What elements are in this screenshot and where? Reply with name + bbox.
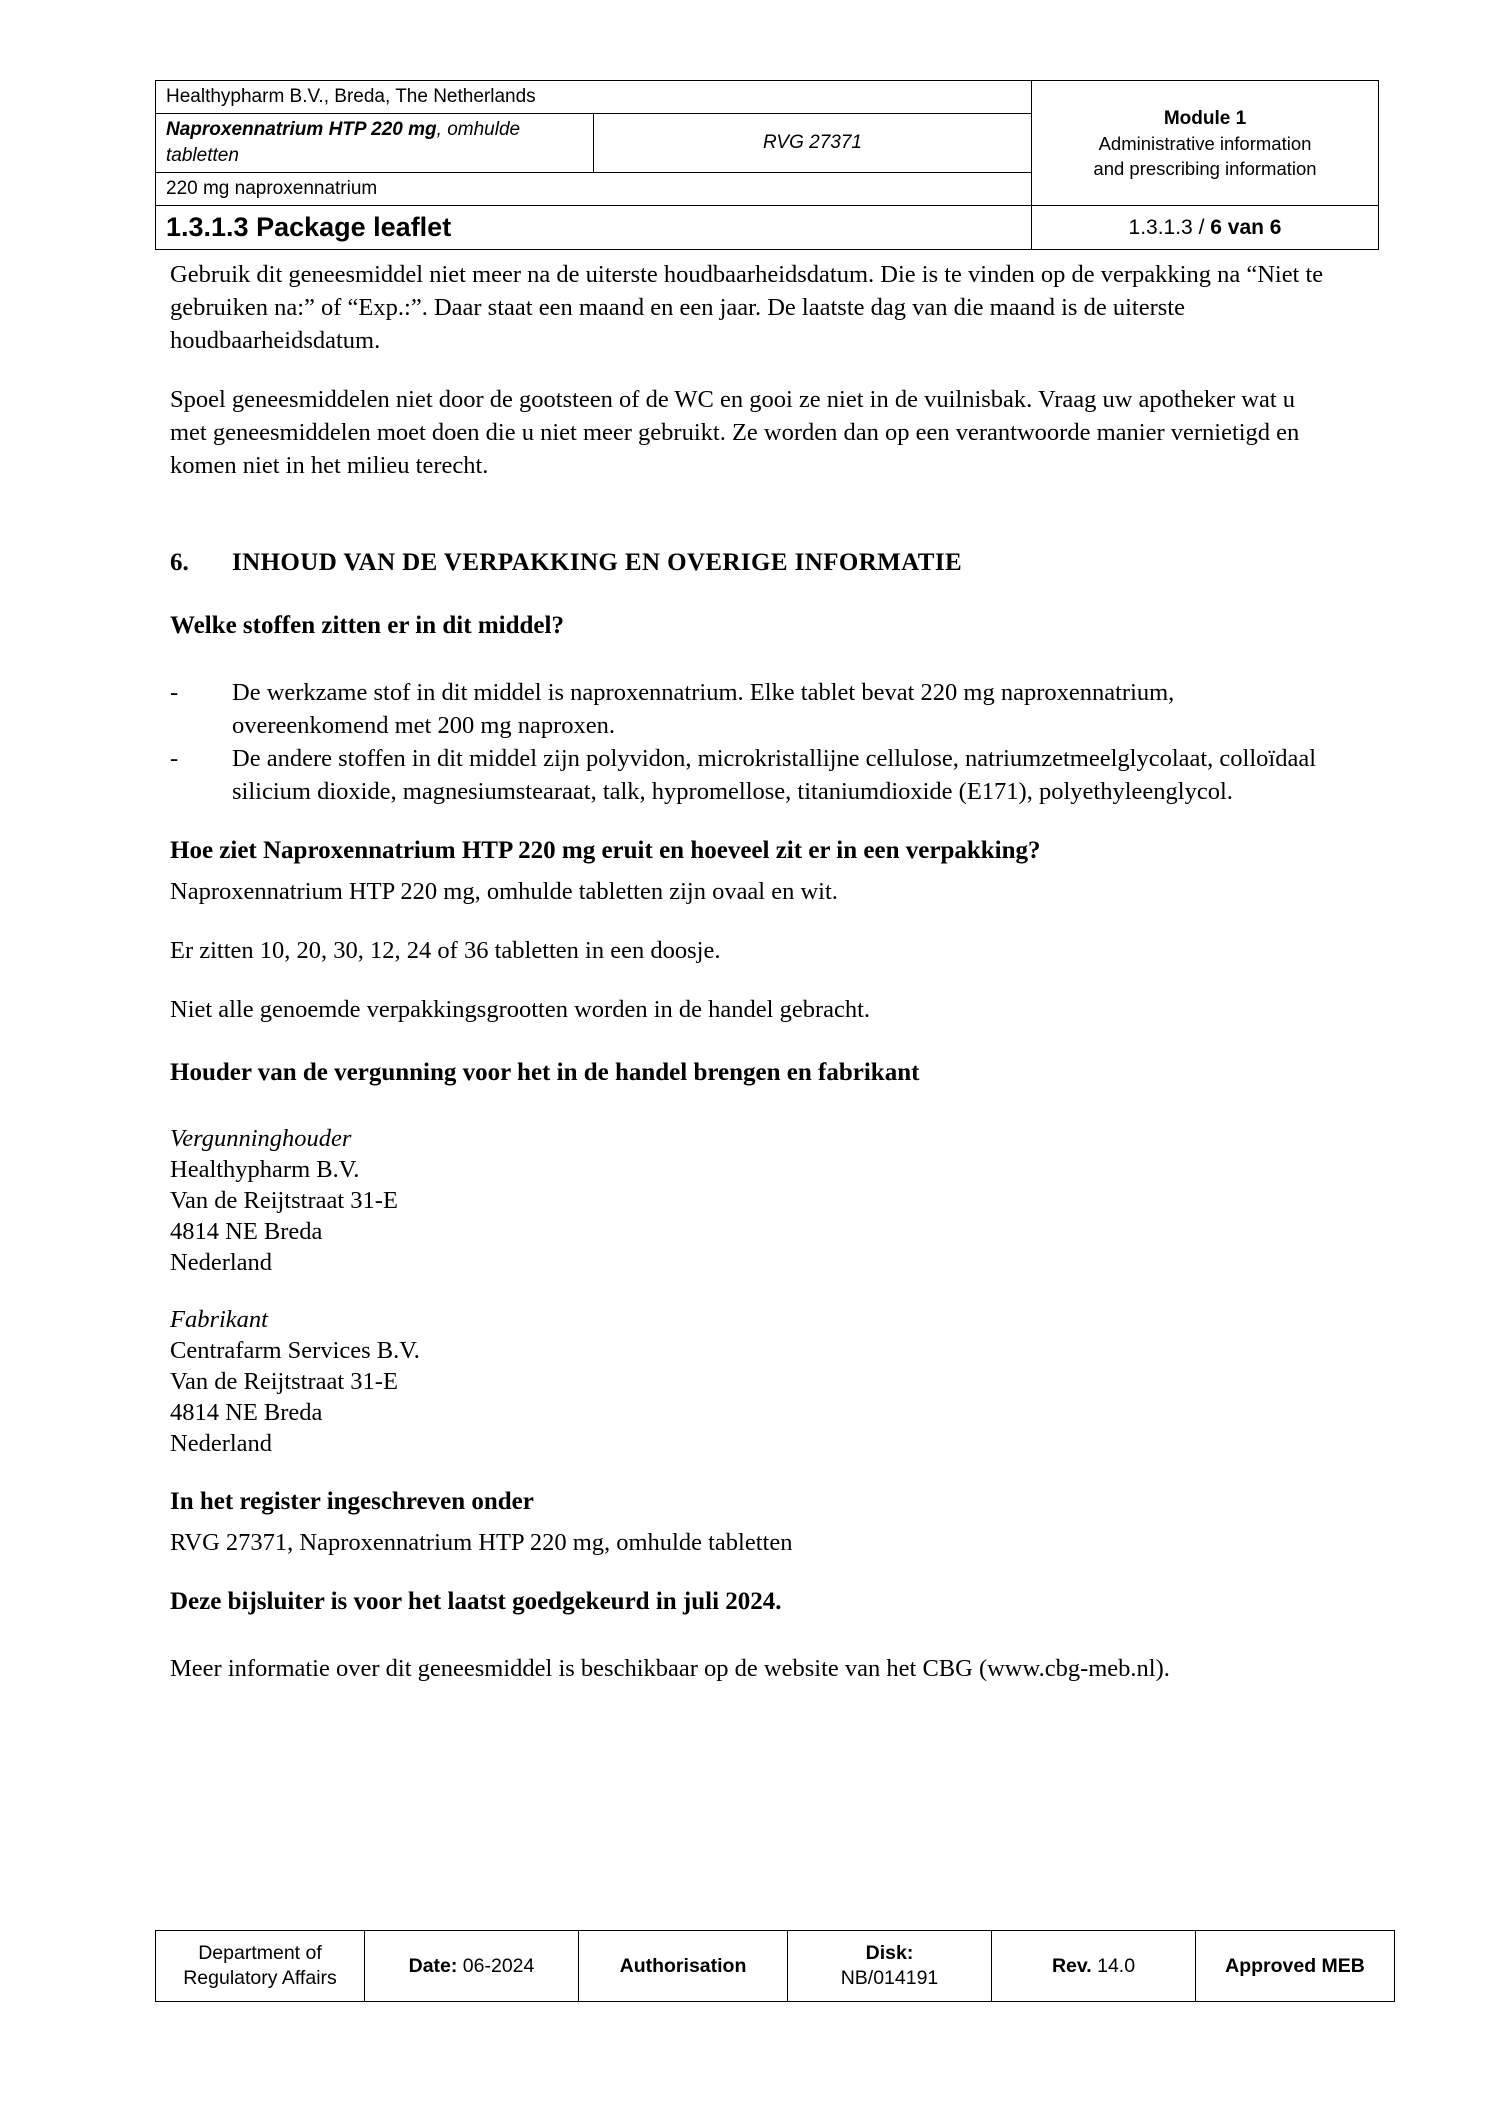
list-item bbox=[170, 676, 1330, 742]
footer-date bbox=[365, 1931, 579, 2002]
document-footer bbox=[155, 1930, 1365, 2002]
spacer bbox=[170, 1626, 1330, 1652]
spacer bbox=[170, 808, 1330, 834]
spacer bbox=[170, 1278, 1330, 1304]
bullet-dash: - bbox=[170, 679, 179, 706]
bullet-dash: - bbox=[170, 745, 179, 772]
paragraph-more-info: Meer informatie over dit geneesmiddel is beschikbaar op de website van het CBG (www.cbg-meb.nl). bbox=[170, 1655, 1170, 1682]
footer-table bbox=[155, 1930, 1395, 2002]
header-rvg-number: RVG 27371 bbox=[594, 114, 1032, 173]
footer-department-line1: Department of bbox=[198, 1942, 322, 1964]
paragraph-register: RVG 27371, Naproxennatrium HTP 220 mg, omhulde tabletten bbox=[170, 1529, 793, 1556]
subheading-register: In het register ingeschreven onder bbox=[170, 1488, 534, 1515]
footer-date-label: Date: bbox=[408, 1954, 458, 1977]
vergunninghouder-name: Healthypharm B.V. bbox=[170, 1156, 360, 1183]
header-page-bold: 6 van 6 bbox=[1210, 215, 1282, 239]
paragraph-appearance: Naproxennatrium HTP 220 mg, omhulde tabletten zijn ovaal en wit. bbox=[170, 878, 838, 905]
footer-department bbox=[156, 1931, 365, 2002]
subheading-last-approved: Deze bijsluiter is voor het laatst goedgekeurd in juli 2024. bbox=[170, 1588, 782, 1615]
footer-disk bbox=[788, 1931, 992, 2002]
list-item-text: De andere stoffen in dit middel zijn polyvidon, microkristallijne cellulose, natriumzetmeelglycolaat, colloïdaal silicium dioxide, magnesiumstearaat, talk, hypromellose, titaniumdioxide (E171), polyethyleenglycol. bbox=[232, 745, 1317, 805]
paragraph-expiry: Gebruik dit geneesmiddel niet meer na de uiterste houdbaarheidsdatum. Die is te vinden op de verpakking na “Niet te gebruiken na:” of “Exp.:”. Daar staat een maand en een jaar. De laatste dag van die maand is de uiterste houdbaarheidsdatum. bbox=[170, 261, 1324, 354]
section-number: 6. bbox=[170, 549, 189, 576]
section-heading-6 bbox=[170, 546, 1330, 579]
vergunninghouder-city: 4814 NE Breda bbox=[170, 1218, 323, 1245]
footer-disk-value: NB/014191 bbox=[840, 1967, 939, 1989]
header-company: Healthypharm B.V., Breda, The Netherlands bbox=[156, 81, 1032, 114]
vergunninghouder-street: Van de Reijtstraat 31-E bbox=[170, 1187, 398, 1214]
footer-authorisation: Authorisation bbox=[579, 1931, 788, 2002]
spacer bbox=[170, 650, 1330, 676]
footer-approved: Approved MEB bbox=[1196, 1931, 1395, 2002]
list-item bbox=[170, 742, 1330, 808]
section-title: INHOUD VAN DE VERPAKKING EN OVERIGE INFORMATIE bbox=[232, 549, 963, 576]
header-page-prefix: 1.3.1.3 / bbox=[1128, 215, 1211, 239]
header-page-number bbox=[1032, 206, 1379, 250]
document-header bbox=[155, 80, 1340, 250]
footer-date-value: 06-2024 bbox=[457, 1954, 535, 1977]
header-module-sub1: Administrative information bbox=[1098, 132, 1312, 154]
subheading-ingredients: Welke stoffen zitten er in dit middel? bbox=[170, 612, 564, 639]
vergunninghouder-country: Nederland bbox=[170, 1249, 273, 1276]
footer-revision bbox=[992, 1931, 1196, 2002]
header-module-title: Module 1 bbox=[1163, 107, 1247, 129]
label-vergunninghouder: Vergunninghouder bbox=[170, 1125, 352, 1152]
footer-disk-label: Disk: bbox=[865, 1942, 914, 1964]
header-row-title bbox=[156, 206, 1379, 250]
header-strength: 220 mg naproxennatrium bbox=[156, 173, 1032, 206]
fabrikant-city: 4814 NE Breda bbox=[170, 1399, 323, 1426]
spacer bbox=[170, 508, 1330, 546]
subheading-marketing-holder: Houder van de vergunning voor het in de handel brengen en fabrikant bbox=[170, 1059, 920, 1086]
spacer bbox=[170, 1097, 1330, 1123]
spacer bbox=[170, 1459, 1330, 1485]
paragraph-disposal: Spoel geneesmiddelen niet door de gootsteen of de WC en gooi ze niet in de vuilnisbak. Vraag uw apotheker wat u met geneesmiddelen moet doen die u niet meer gebruikt. Ze worden dan op een verantwoorde manier vernietigd en komen niet in het milieu terecht. bbox=[170, 386, 1300, 479]
header-doc-title: 1.3.1.3 Package leaflet bbox=[156, 206, 1032, 250]
footer-row bbox=[156, 1931, 1395, 2002]
header-product-bold: Naproxennatrium HTP 220 mg bbox=[166, 119, 437, 140]
header-table bbox=[155, 80, 1379, 250]
document-body bbox=[170, 258, 1330, 1711]
header-module-sub2: and prescribing information bbox=[1093, 157, 1317, 179]
paragraph-not-all-sizes: Niet alle genoemde verpakkingsgrootten worden in de handel gebracht. bbox=[170, 996, 871, 1023]
fabrikant-street: Van de Reijtstraat 31-E bbox=[170, 1368, 398, 1395]
subheading-appearance: Hoe ziet Naproxennatrium HTP 220 mg eruit en hoeveel zit er in een verpakking? bbox=[170, 837, 1041, 864]
header-row-company bbox=[156, 81, 1379, 114]
footer-rev-label: Rev. bbox=[1051, 1954, 1092, 1977]
header-product bbox=[156, 114, 594, 173]
fabrikant-country: Nederland bbox=[170, 1430, 273, 1457]
ingredients-list bbox=[170, 676, 1330, 808]
footer-department-line2: Regulatory Affairs bbox=[183, 1967, 337, 1989]
footer-rev-value: 14.0 bbox=[1091, 1954, 1136, 1977]
label-fabrikant: Fabrikant bbox=[170, 1306, 268, 1333]
fabrikant-name: Centrafarm Services B.V. bbox=[170, 1337, 420, 1364]
header-module-cell bbox=[1032, 81, 1379, 206]
list-item-text: De werkzame stof in dit middel is naproxennatrium. Elke tablet bevat 220 mg naproxennatrium, overeenkomend met 200 mg naproxen. bbox=[232, 679, 1175, 739]
paragraph-pack-sizes: Er zitten 10, 20, 30, 12, 24 of 36 tabletten in een doosje. bbox=[170, 937, 721, 964]
header-product-rest: , omhulde tabletten bbox=[166, 119, 521, 166]
